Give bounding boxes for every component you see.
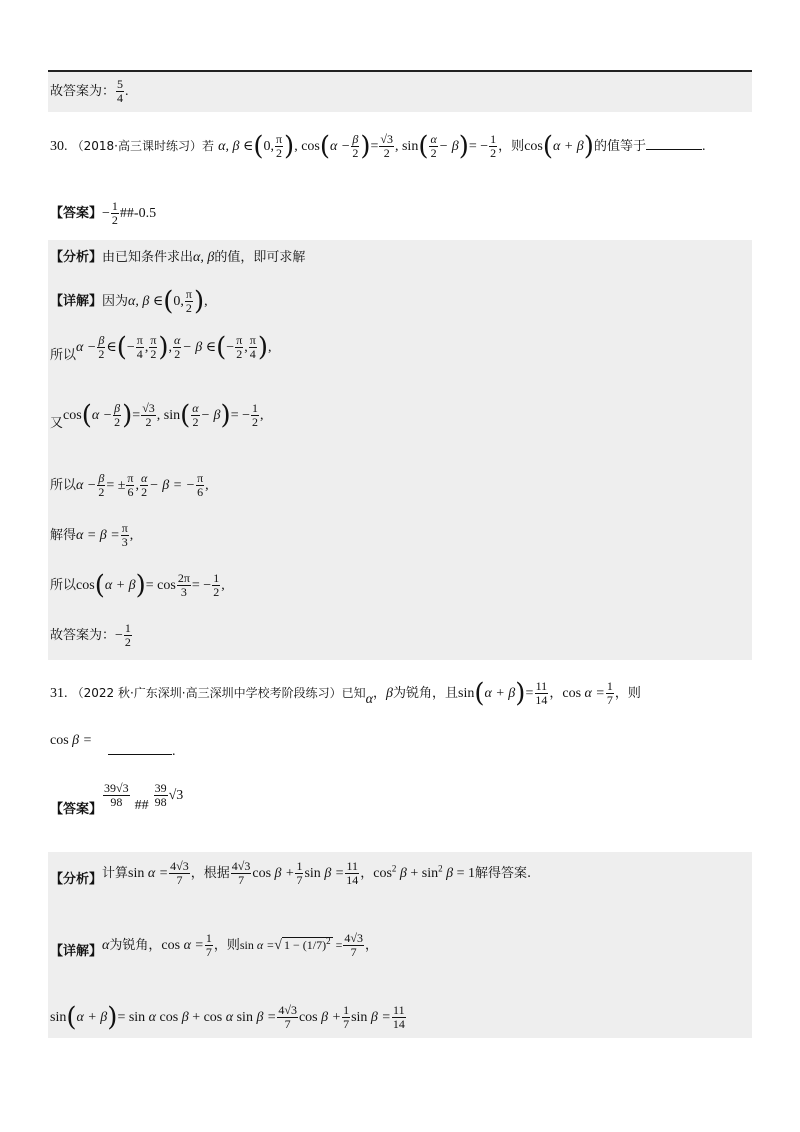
q30-number: 30. — [50, 139, 68, 155]
q30-cond-vars: α, β ∈ — [218, 139, 254, 155]
q30-final: 故答案为：− $\frac{1}{2}$ — [50, 621, 131, 650]
q31-answer-line: 【答案】 $\frac{39√3}{98}$ ## $\frac{39}{98}$ √3 — [50, 781, 184, 818]
q30-source: （2018·高三课时练习）若 — [71, 139, 214, 154]
q31-last-line: sin(α + β)= sin α cos β + cos α sin β = $\frac{4√3}{7}$ cos β + $\frac{1}{7}$ sin β = $\frac{11}{14}$ — [50, 1002, 405, 1033]
q30-step1: 所以α − $\frac{\beta}{2}$ ∈(− $\frac{\pi}{4}$ , $\frac{\pi}{2}$ ), $\frac{\alpha}{2}$ − β ∈(− $\frac{\pi}{2}$ , $\frac{\pi}{4}$ ), — [50, 332, 272, 364]
q31-ask-blank-line: . — [108, 742, 176, 759]
prev-answer-label: 故答案为： — [50, 84, 116, 100]
q30-answer-alt: ##-0.5 — [119, 206, 157, 222]
prev-solution-block — [48, 72, 752, 112]
q30-detail: 【详解】因为α, β ∈(0, $\frac{\pi}{2}$ ), — [50, 286, 208, 317]
q30-question: 30. （2018·高三课时练习）若 α, β ∈(0, $\frac{\pi}{2}$ ), cos(α − $\frac{\beta}{2}$ )= $\frac{√3}{2}$ , sin( $\frac{\alpha}{2}$ − β)= − $\frac{1}{2}$ ，则cos(α + β)的值等于 . — [50, 131, 706, 162]
q30-answer-blank[interactable] — [646, 137, 702, 150]
q31-answer-value: $\frac{39√3}{98}$ — [104, 781, 129, 810]
q30-step3: 所以α − $\frac{\beta}{2}$ = ± $\frac{\pi}{6}$ , $\frac{\alpha}{2}$ − β = − $\frac{\pi}{6}$ , — [50, 471, 209, 500]
q31-question: 31. （2022 秋·广东深圳·高三深圳中学校考阶段练习）已知α，β为锐角，且sin(α + β)= $\frac{11}{14}$ ，cos α = $\frac{1}{7}$ ，则 — [50, 678, 641, 709]
q31-analysis: 【分析】计算sin α = $\frac{4√3}{7}$ ，根据 $\frac{4√3}{7}$ cos β + $\frac{1}{7}$ sin β = $\frac{11}{14}$ ，$\cos^2 \beta + \sin^2 \beta = 1$解得答案. — [50, 859, 532, 888]
q30-analysis: 【分析】由已知条件求出α, β的值，即可求解 — [50, 250, 306, 265]
q31-answer-blank[interactable] — [108, 742, 172, 755]
q31-answer-label: 【答案】 — [50, 802, 103, 818]
q31-number: 31. — [50, 686, 68, 702]
prev-answer-fraction: $\frac{5}{4}$ — [117, 77, 124, 106]
q30-answer-line: 【答案】− $\frac{1}{2}$ ##-0.5 — [50, 199, 157, 228]
q30-answer-label: 【答案】 — [50, 206, 103, 222]
q30-step2: 又cos(α − $\frac{\beta}{2}$ )= $\frac{√3}{2}$ , sin( $\frac{\alpha}{2}$ − β)= − $\frac{1}{2}$ , — [50, 400, 264, 432]
q31-ask: cos β = — [50, 733, 93, 748]
q31-detail: 【详解】α为锐角，cos α = $\frac{1}{7}$ ，则sin α =√ $1 - (1/7)^2$ = $\frac{4√3}{7}$ ， — [50, 931, 378, 960]
prev-answer-line: 故答案为： $\frac{5}{4}$ . — [50, 77, 129, 106]
q30-step5: 所以cos(α + β)= cos $\frac{2\pi}{3}$ = − $\frac{1}{2}$ , — [50, 570, 225, 601]
q30-step4: 解得α = β = $\frac{\pi}{3}$ , — [50, 521, 134, 550]
q30-answer-value: $\frac{1}{2}$ — [111, 199, 118, 228]
q31-answer-alt: $\frac{39}{98}$ — [154, 781, 167, 810]
q31-source: （2022 秋·广东深圳·高三深圳中学校考阶段练习）已知 — [71, 686, 366, 701]
